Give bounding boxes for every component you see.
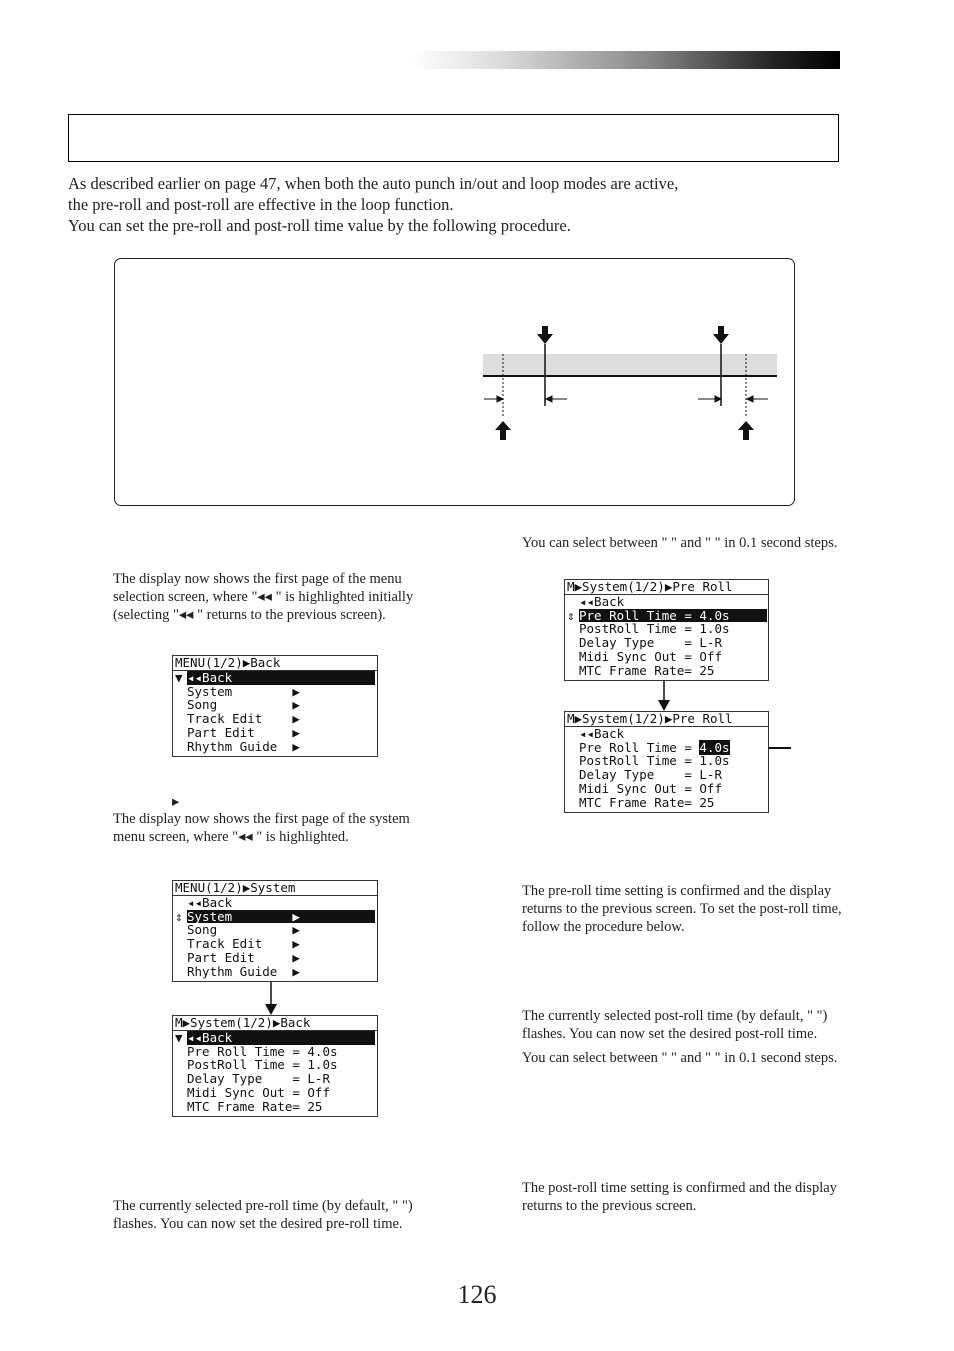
lcd-row: ▼ ◂◂Back [173, 1031, 377, 1045]
lcd-row: Part Edit ▶ [187, 724, 300, 740]
lcd-row: Pre Roll Time = 4.0s [579, 739, 730, 755]
lcd-row: Song ▶ [187, 922, 300, 938]
range-text-1: You can select between " " and " " in 0.1 second steps. [522, 535, 838, 551]
pre-post-roll-diagram [470, 320, 790, 450]
lcd-row: MTC Frame Rate= 25 [579, 662, 715, 678]
confirm-pre-text: The pre-roll time setting is confirmed and the display returns to the previous screen. To set the post-roll time, follow the procedure below. [522, 883, 842, 935]
step1-description [113, 570, 438, 630]
confirm-post-note [522, 1179, 844, 1221]
lcd-row: PostRoll Time = 1.0s [579, 621, 730, 637]
lcd-row: Delay Type = L-R [187, 1071, 330, 1087]
lcd-menu-back [172, 655, 378, 757]
lcd-pre-roll-2 [564, 711, 769, 813]
lcd-row: Midi Sync Out = Off [579, 780, 722, 796]
lcd-row: MTC Frame Rate= 25 [579, 794, 715, 810]
lcd-row: ◂◂Back [187, 894, 233, 910]
lcd-title: M▶System(1/2)▶Pre Roll [567, 579, 733, 594]
lcd-row: Part Edit ▶ [187, 949, 300, 965]
lcd-title: M▶System(1/2)▶Back [175, 1015, 311, 1030]
lcd-row: Track Edit ▶ [187, 711, 300, 727]
lcd-row: Rhythm Guide ▶ [187, 738, 300, 754]
lcd-row: Pre Roll Time = 4.0s [187, 1043, 338, 1059]
step1-text: The display now shows the first page of the menu selection screen, where "◂◂ " is highlighted initially (selecting "◂◂ " returns to the previous screen). [113, 571, 414, 623]
step3-description [113, 1197, 438, 1239]
post-roll-span-arrows [698, 396, 768, 402]
timeline-band [483, 354, 777, 376]
lcd-row: ◂◂Back [579, 593, 625, 609]
range-note-1 [522, 534, 844, 558]
lcd-row: Delay Type = L-R [579, 635, 722, 651]
lcd-row: Track Edit ▶ [187, 936, 300, 952]
lcd-system-back [172, 1015, 378, 1117]
confirm-pre-note [522, 882, 844, 942]
lcd-row: Rhythm Guide ▶ [187, 963, 300, 979]
post-roll-end-arrow-icon [738, 421, 754, 440]
post-roll-note [522, 1007, 844, 1073]
lcd-pre-roll-1 [564, 579, 769, 681]
lcd-row: Delay Type = L-R [579, 767, 722, 783]
lcd-row: PostRoll Time = 1.0s [579, 753, 730, 769]
lcd-row: MTC Frame Rate= 25 [187, 1098, 323, 1114]
lcd-title: M▶System(1/2)▶Pre Roll [567, 711, 733, 726]
lcd-row: Midi Sync Out = Off [579, 648, 722, 664]
pre-roll-start-arrow-icon [495, 421, 511, 440]
lcd-row: ▼ ◂◂Back [173, 671, 377, 685]
intro-line-1: As described earlier on page 47, when both the auto punch in/out and loop modes are active, [68, 174, 679, 193]
intro-paragraph [68, 173, 848, 236]
intro-line-2: the pre-roll and post-roll are effective in the loop function. [68, 195, 454, 214]
lcd-row: ⇕ System ▶ [173, 910, 377, 924]
lcd-row: ⇕ Pre Roll Time = 4.0s [565, 609, 768, 623]
lcd-row: System ▶ [187, 683, 300, 699]
lcd-row: ◂◂Back [579, 725, 625, 741]
page-number: 126 [457, 1280, 497, 1309]
lcd-title: MENU(1/2)▶Back [175, 655, 281, 670]
pre-roll-span-arrows [484, 396, 567, 402]
down-arrow-icon [263, 982, 279, 1016]
lcd-row: Song ▶ [187, 697, 300, 713]
header-gradient-bar [412, 51, 840, 69]
punch-in-arrow-icon [537, 326, 553, 344]
lcd-title: MENU(1/2)▶System [175, 880, 296, 895]
punch-out-arrow-icon [713, 326, 729, 344]
step3-text: The currently selected pre-roll time (by default, " ") flashes. You can now set the desired pre-roll time. [113, 1198, 413, 1232]
lcd-menu-system [172, 880, 378, 982]
range-text-2: You can select between " " and " " in 0.1 second steps. [522, 1050, 838, 1066]
flash-indicator-line [769, 747, 791, 749]
step2-marker: ▸ [172, 794, 180, 810]
flashing-value: 4.0s [699, 739, 730, 755]
step2-text: The display now shows the first page of the system menu screen, where "◂◂ " is highlighted. [113, 811, 410, 845]
step2-description [113, 810, 438, 852]
section-title-box [68, 114, 839, 162]
intro-line-3: You can set the pre-roll and post-roll time value by the following procedure. [68, 216, 571, 235]
lcd-row: Midi Sync Out = Off [187, 1084, 330, 1100]
confirm-post-text: The post-roll time setting is confirmed and the display returns to the previous screen. [522, 1180, 837, 1214]
post-flash-text: The currently selected post-roll time (by default, " ") flashes. You can now set the desired post-roll time. [522, 1008, 828, 1042]
lcd-row: PostRoll Time = 1.0s [187, 1057, 338, 1073]
down-arrow-icon [656, 681, 672, 712]
